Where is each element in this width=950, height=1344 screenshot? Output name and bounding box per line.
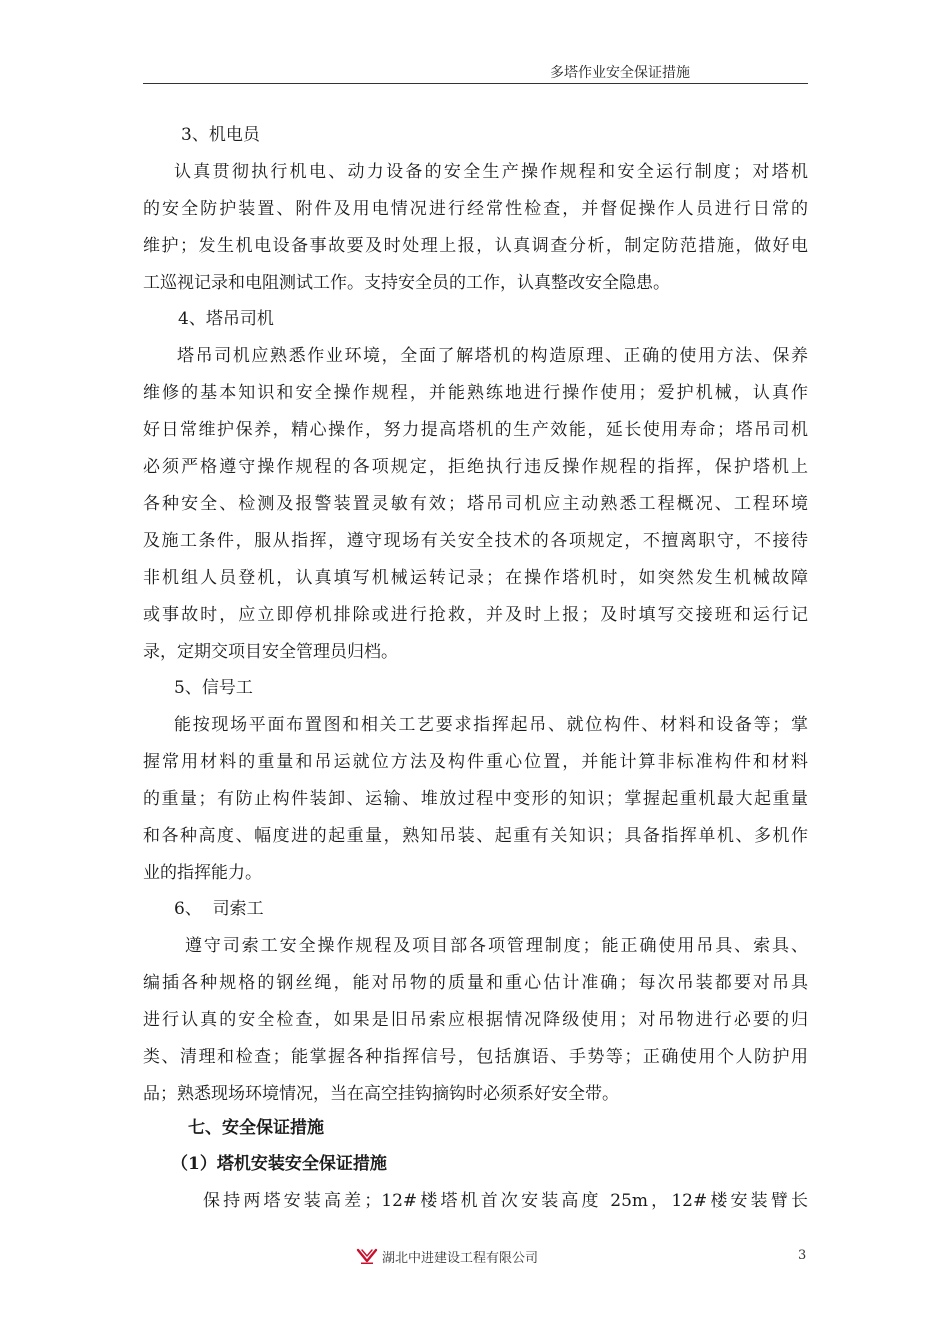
- paragraph-line: 工巡视记录和电阻测试工作。支持安全员的工作，认真整改安全隐患。: [143, 273, 670, 293]
- paragraph-line: 的安全防护装置、附件及用电情况进行经常性检查，并督促操作人员进行日常的: [143, 199, 808, 219]
- paragraph-line: 保持两塔安装高差；12#楼塔机首次安装高度 25m，12#楼安装臂长: [203, 1191, 808, 1211]
- paragraph-line: 好日常维护保养，精心操作，努力提高塔机的生产效能，延长使用寿命；塔吊司机: [143, 420, 808, 440]
- section-heading-3: 3、机电员: [181, 125, 260, 145]
- header-title: 多塔作业安全保证措施: [550, 65, 690, 81]
- page-footer: [356, 1246, 538, 1266]
- paragraph-line: 编插各种规格的钢丝绳，能对吊物的质量和重心估计准确；每次吊装都要对吊具: [143, 973, 808, 993]
- paragraph-line: 必须严格遵守操作规程的各项规定，拒绝执行违反操作规程的指挥，保护塔机上: [143, 457, 808, 477]
- paragraph-line: 类、清理和检查；能掌握各种指挥信号，包括旗语、手势等；正确使用个人防护用: [143, 1047, 808, 1067]
- sub-heading-1: （1）塔机安装安全保证措施: [171, 1154, 387, 1174]
- paragraph-line: 能按现场平面布置图和相关工艺要求指挥起吊、就位构件、材料和设备等；掌: [174, 715, 808, 735]
- paragraph-line: 握常用材料的重量和吊运就位方法及构件重心位置，并能计算非标准构件和材料: [143, 752, 808, 772]
- footer-company-name: 湖北中进建设工程有限公司: [382, 1250, 539, 1266]
- page-number: 3: [798, 1248, 807, 1263]
- paragraph-line: 各种安全、检测及报警装置灵敏有效；塔吊司机应主动熟悉工程概况、工程环境: [143, 494, 808, 514]
- paragraph-line: 维护；发生机电设备事故要及时处理上报，认真调查分析，制定防范措施，做好电: [143, 236, 808, 256]
- paragraph-line: 塔吊司机应熟悉作业环境，全面了解塔机的构造原理、正确的使用方法、保养: [177, 346, 808, 366]
- paragraph-line: 进行认真的安全检查，如果是旧吊索应根据情况降级使用；对吊物进行必要的归: [143, 1010, 808, 1030]
- paragraph-line: 录，定期交项目安全管理员归档。: [143, 642, 398, 662]
- section-heading-6: 6、 司索工: [174, 899, 264, 919]
- section-heading-5: 5、信号工: [174, 678, 253, 698]
- paragraph-line: 的重量；有防止构件装卸、运输、堆放过程中变形的知识；掌握起重机最大起重量: [143, 789, 808, 809]
- paragraph-line: 业的指挥能力。: [143, 863, 262, 883]
- paragraph-line: 维修的基本知识和安全操作规程，并能熟练地进行操作使用；爱护机械，认真作: [143, 383, 808, 403]
- chapter-heading-7: 七、安全保证措施: [188, 1118, 324, 1138]
- company-logo-icon: [356, 1247, 378, 1265]
- paragraph-line: 认真贯彻执行机电、动力设备的安全生产操作规程和安全运行制度；对塔机: [174, 162, 808, 182]
- paragraph-line: 和各种高度、幅度进的起重量，熟知吊装、起重有关知识；具备指挥单机、多机作: [143, 826, 808, 846]
- paragraph-line: 遵守司索工安全操作规程及项目部各项管理制度；能正确使用吊具、索具、: [185, 936, 808, 956]
- header-divider: [143, 83, 808, 84]
- paragraph-line: 及施工条件，服从指挥，遵守现场有关安全技术的各项规定，不擅离职守，不接待: [143, 531, 808, 551]
- paragraph-line: 品；熟悉现场环境情况，当在高空挂钩摘钩时必须系好安全带。: [143, 1084, 619, 1104]
- paragraph-line: 非机组人员登机，认真填写机械运转记录；在操作塔机时，如突然发生机械故障: [143, 568, 808, 588]
- paragraph-line: 或事故时，应立即停机排除或进行抢救，并及时上报；及时填写交接班和运行记: [143, 605, 808, 625]
- section-heading-4: 4、塔吊司机: [178, 309, 274, 329]
